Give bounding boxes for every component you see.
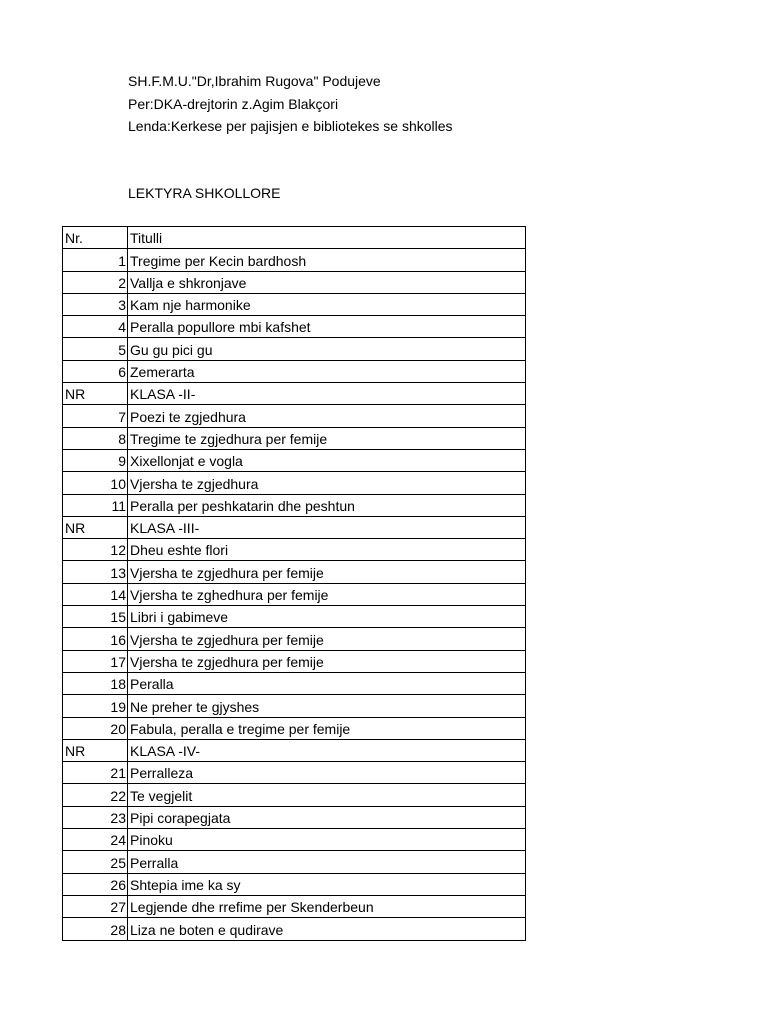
row-number: 3 [63, 293, 128, 315]
table-row [63, 829, 526, 851]
table-row [63, 583, 526, 605]
row-number: 10 [63, 472, 128, 494]
table-row [63, 561, 526, 583]
book-title: Tregime te zgjedhura per femije [128, 427, 526, 449]
row-number: 7 [63, 405, 128, 427]
column-header-title: Titulli [128, 227, 526, 249]
table-row [63, 539, 526, 561]
book-title: Gu gu pici gu [128, 338, 526, 360]
section-title: LEKTYRA SHKOLLORE [128, 185, 281, 201]
book-title: Fabula, peralla e tregime per femije [128, 717, 526, 739]
table-row [63, 338, 526, 360]
table-row [63, 806, 526, 828]
letter-header [128, 70, 453, 138]
table-row [63, 249, 526, 271]
row-number: 12 [63, 539, 128, 561]
table-row [63, 873, 526, 895]
book-title: Te vegjelit [128, 784, 526, 806]
table-row [63, 427, 526, 449]
book-title: Shtepia ime ka sy [128, 873, 526, 895]
table-row [63, 472, 526, 494]
table-row [63, 271, 526, 293]
class-header-row [63, 516, 526, 538]
book-title: Dheu eshte flori [128, 539, 526, 561]
table-row [63, 606, 526, 628]
book-title: Xixellonjat e vogla [128, 449, 526, 471]
class-nr-label: NR [63, 516, 128, 538]
book-title: Peralla popullore mbi kafshet [128, 316, 526, 338]
book-title: Pinoku [128, 829, 526, 851]
table-row [63, 895, 526, 917]
book-title: Vjersha te zgjedhura per femije [128, 561, 526, 583]
book-title: Perralla [128, 851, 526, 873]
column-header-nr: Nr. [63, 227, 128, 249]
book-title: Peralla [128, 672, 526, 694]
book-title: Legjende dhe rrefime per Skenderbeun [128, 895, 526, 917]
table-row [63, 784, 526, 806]
school-name: SH.F.M.U."Dr,Ibrahim Rugova" Podujeve [128, 73, 381, 89]
book-title: Vallja e shkronjave [128, 271, 526, 293]
row-number: 28 [63, 918, 128, 940]
book-title: Perralleza [128, 762, 526, 784]
table-row [63, 918, 526, 940]
row-number: 1 [63, 249, 128, 271]
book-list-table [62, 226, 526, 941]
class-nr-label: NR [63, 739, 128, 761]
table-row [63, 628, 526, 650]
table-row [63, 672, 526, 694]
table-header-row [63, 227, 526, 249]
row-number: 15 [63, 606, 128, 628]
class-header-row [63, 739, 526, 761]
book-title: Vjersha te zgjedhura per femije [128, 628, 526, 650]
table-row [63, 449, 526, 471]
class-label: KLASA -II- [128, 383, 526, 405]
row-number: 2 [63, 271, 128, 293]
table-row [63, 405, 526, 427]
table-row [63, 293, 526, 315]
class-label: KLASA -III- [128, 516, 526, 538]
book-title: Poezi te zgjedhura [128, 405, 526, 427]
book-title: Tregime per Kecin bardhosh [128, 249, 526, 271]
row-number: 4 [63, 316, 128, 338]
subject-line: Lenda:Kerkese per pajisjen e bibliotekes se shkolles [128, 118, 453, 134]
table-row [63, 851, 526, 873]
class-label: KLASA -IV- [128, 739, 526, 761]
book-title: Vjersha te zgjedhura per femije [128, 650, 526, 672]
row-number: 21 [63, 762, 128, 784]
row-number: 14 [63, 583, 128, 605]
book-title: Libri i gabimeve [128, 606, 526, 628]
row-number: 6 [63, 360, 128, 382]
row-number: 8 [63, 427, 128, 449]
row-number: 5 [63, 338, 128, 360]
table-row [63, 494, 526, 516]
row-number: 17 [63, 650, 128, 672]
book-title: Pipi corapegjata [128, 806, 526, 828]
table-row [63, 360, 526, 382]
class-header-row [63, 383, 526, 405]
book-title: Zemerarta [128, 360, 526, 382]
table-row [63, 762, 526, 784]
row-number: 19 [63, 695, 128, 717]
book-title: Vjersha te zghedhura per femije [128, 583, 526, 605]
book-title: Ne preher te gjyshes [128, 695, 526, 717]
row-number: 26 [63, 873, 128, 895]
row-number: 23 [63, 806, 128, 828]
table-row [63, 650, 526, 672]
row-number: 25 [63, 851, 128, 873]
table-row [63, 695, 526, 717]
book-title: Peralla per peshkatarin dhe peshtun [128, 494, 526, 516]
row-number: 27 [63, 895, 128, 917]
book-title: Kam nje harmonike [128, 293, 526, 315]
row-number: 16 [63, 628, 128, 650]
class-nr-label: NR [63, 383, 128, 405]
recipient-line: Per:DKA-drejtorin z.Agim Blakçori [128, 95, 339, 112]
row-number: 18 [63, 672, 128, 694]
row-number: 24 [63, 829, 128, 851]
book-title: Liza ne boten e qudirave [128, 918, 526, 940]
row-number: 9 [63, 449, 128, 471]
book-title: Vjersha te zgjedhura [128, 472, 526, 494]
row-number: 11 [63, 494, 128, 516]
row-number: 20 [63, 717, 128, 739]
table-row [63, 316, 526, 338]
table-row [63, 717, 526, 739]
row-number: 22 [63, 784, 128, 806]
row-number: 13 [63, 561, 128, 583]
